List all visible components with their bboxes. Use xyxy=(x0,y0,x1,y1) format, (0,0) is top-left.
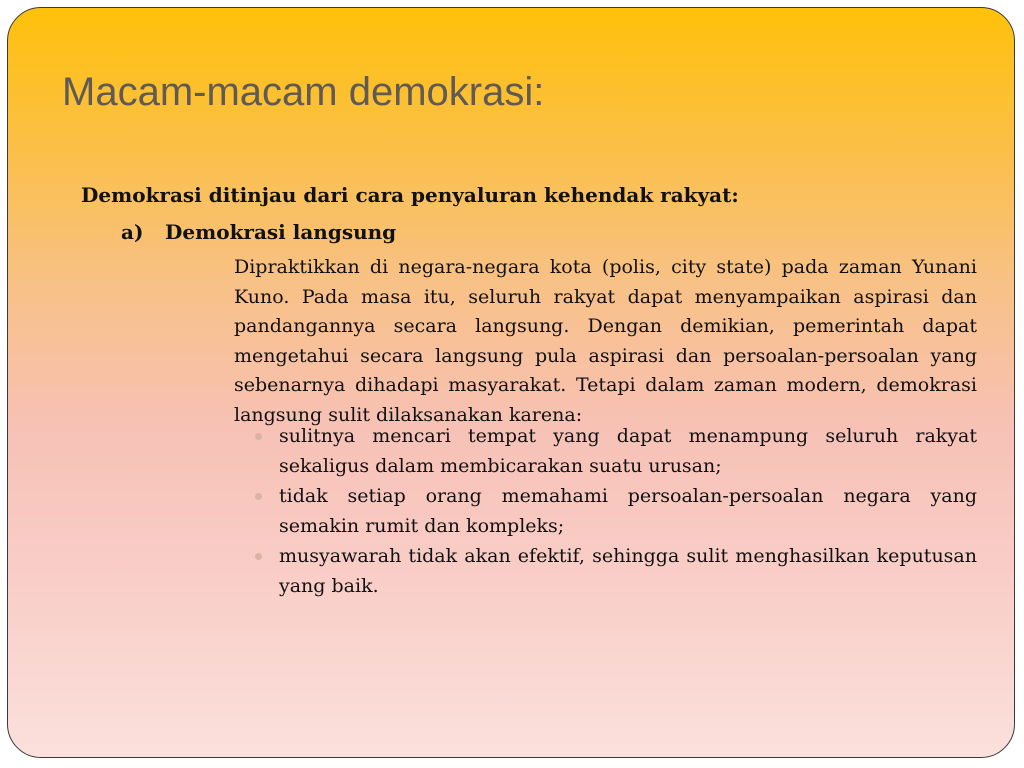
body-paragraph: Dipraktikkan di negara-negara kota (polis, city state) pada zaman Yunani Kuno. Pada masa itu, seluruh rakyat dapat menyampaikan aspirasi dan pandangannya secara langsung. Dengan demikian, pemerintah dapat mengetahui secara langsung pula aspirasi dan persoalan-persoalan yang sebenarnya dihadapi masyarakat. Tetapi dalam zaman modern, demokrasi langsung sulit dilaksanakan karena: xyxy=(234,256,977,426)
section-heading: Demokrasi ditinjau dari cara penyaluran kehendak rakyat: xyxy=(81,183,739,207)
sub-item-marker: a) xyxy=(121,220,144,244)
sub-item-label: Demokrasi langsung xyxy=(165,220,397,244)
slide-title: Macam-macam demokrasi: xyxy=(62,70,545,114)
bullet-item xyxy=(252,482,977,541)
bullet-text: musyawarah tidak akan efektif, sehingga sulit menghasilkan keputusan yang baik. xyxy=(279,545,977,597)
sub-item-a xyxy=(121,219,396,245)
slide xyxy=(7,7,1015,758)
bullet-dot-icon xyxy=(255,433,262,440)
bullet-text: tidak setiap orang memahami persoalan-persoalan negara yang semakin rumit dan kompleks; xyxy=(279,485,977,537)
slide-content xyxy=(8,8,1014,757)
bullet-item xyxy=(252,422,977,481)
bullet-text: sulitnya mencari tempat yang dapat menampung seluruh rakyat sekaligus dalam membicarakan suatu urusan; xyxy=(279,425,977,477)
bullet-item xyxy=(252,542,977,601)
bullet-list xyxy=(252,422,977,602)
bullet-dot-icon xyxy=(255,493,262,500)
bullet-dot-icon xyxy=(255,553,262,560)
